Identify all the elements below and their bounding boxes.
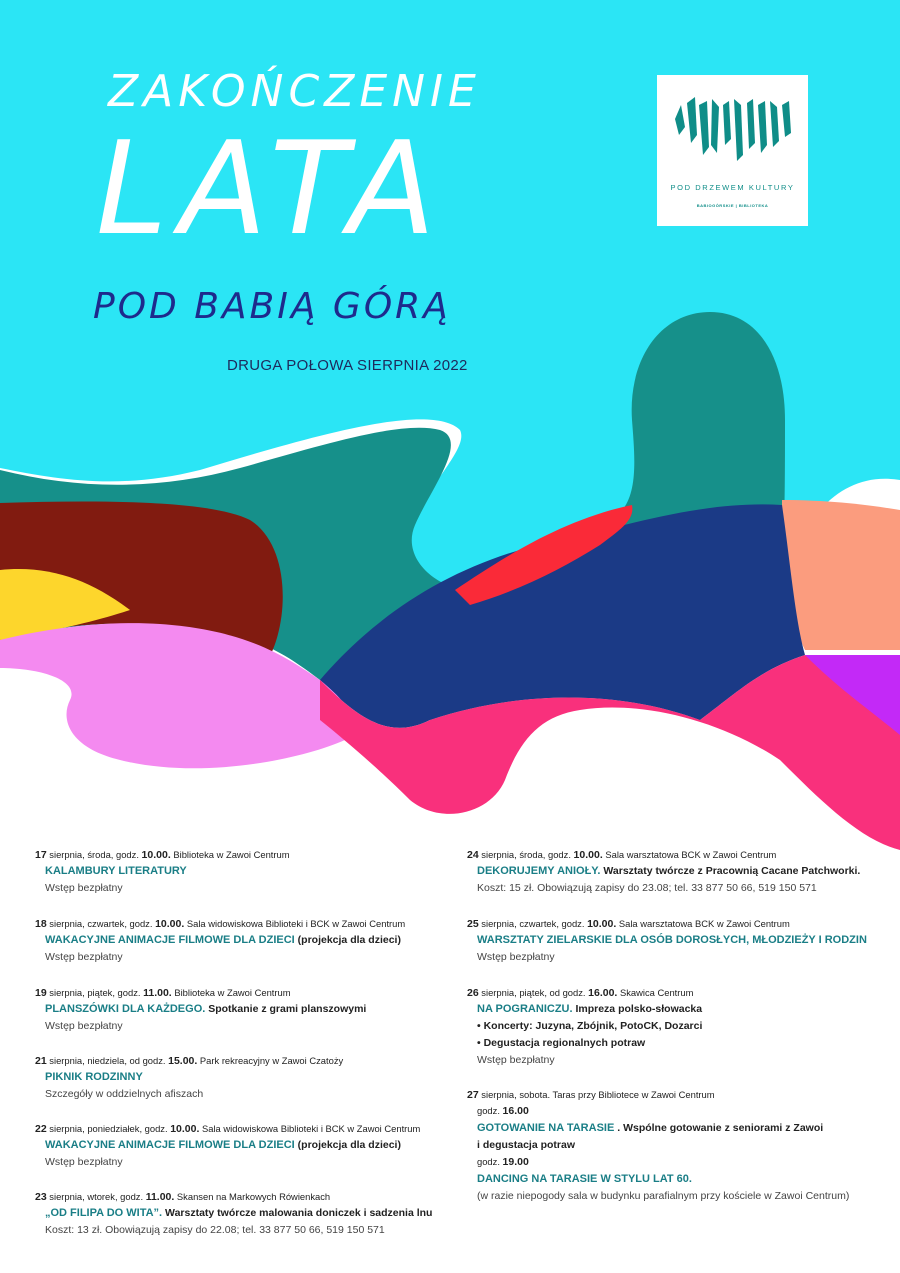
event-line bbox=[477, 1019, 702, 1033]
event-detail: 19.00 bbox=[502, 1156, 529, 1168]
event-item bbox=[35, 1123, 420, 1169]
event-place: Skansen na Markowych Rówienkach bbox=[174, 1191, 331, 1202]
event-header bbox=[35, 918, 405, 930]
event-item bbox=[467, 987, 702, 1067]
event-date: 17 bbox=[35, 849, 47, 861]
event-description: Impreza polsko-słowacka bbox=[572, 1003, 703, 1015]
event-description: Warsztaty twórcze z Pracownią Cacane Patchworki. bbox=[600, 865, 861, 877]
event-note: (w razie niepogody sala w budynku parafialnym przy kościele w Zawoi Centrum) bbox=[477, 1190, 850, 1202]
event-title: GOTOWANIE NA TARASIE bbox=[477, 1122, 615, 1134]
event-line bbox=[45, 933, 405, 947]
event-item bbox=[467, 918, 867, 964]
event-description: . Wspólne gotowanie z seniorami z Zawoi bbox=[614, 1122, 824, 1134]
event-header bbox=[35, 1123, 420, 1135]
event-line bbox=[477, 1053, 702, 1067]
event-time-label: godz. bbox=[477, 1156, 503, 1167]
event-time: 10.00. bbox=[170, 1123, 200, 1135]
event-date: 19 bbox=[35, 987, 47, 999]
event-title: KALAMBURY LITERATURY bbox=[45, 865, 187, 877]
event-line bbox=[477, 1189, 849, 1203]
event-date: 24 bbox=[467, 849, 479, 861]
event-title: DEKORUJEMY ANIOŁY. bbox=[477, 865, 601, 877]
event-line bbox=[477, 1036, 702, 1050]
event-line bbox=[477, 1002, 702, 1016]
event-date: 18 bbox=[35, 918, 47, 930]
event-header bbox=[467, 918, 867, 930]
event-item bbox=[35, 1055, 343, 1101]
event-note: Wstęp bezpłatny bbox=[477, 951, 555, 963]
event-date: 26 bbox=[467, 987, 479, 999]
logo-partners: BABIOGÓRSKIE | BIBLIOTEKA bbox=[696, 203, 769, 208]
event-note: Wstęp bezpłatny bbox=[45, 951, 123, 963]
event-date: 23 bbox=[35, 1191, 47, 1203]
title-line-2: LATA bbox=[96, 115, 448, 264]
event-description: Warsztaty twórcze malowania doniczek i sadzenia lnu bbox=[162, 1207, 433, 1219]
event-line bbox=[45, 1019, 366, 1033]
event-line bbox=[45, 1002, 366, 1016]
event-date: 27 bbox=[467, 1089, 479, 1101]
event-day: sierpnia, wtorek, godz. bbox=[46, 1191, 146, 1202]
event-description: Spotkanie z grami planszowymi bbox=[205, 1003, 367, 1015]
event-day: sierpnia, środa, godz. bbox=[478, 849, 574, 860]
event-line bbox=[477, 864, 860, 878]
event-time-label: godz. bbox=[477, 1105, 503, 1116]
event-header bbox=[467, 1089, 849, 1101]
logo-pod-drzewem-kultury[interactable] bbox=[657, 75, 808, 226]
event-line bbox=[45, 881, 290, 895]
event-description: (projekcja dla dzieci) bbox=[294, 1139, 401, 1151]
event-place: Sala warsztatowa BCK w Zawoi Centrum bbox=[602, 849, 777, 860]
event-title: PLANSZÓWKI DLA KAŻDEGO. bbox=[45, 1003, 206, 1015]
event-place: Sala warsztatowa BCK w Zawoi Centrum bbox=[616, 918, 790, 929]
dates-subtitle: DRUGA POŁOWA SIERPNIA 2022 bbox=[227, 357, 468, 374]
event-detail: 16.00 bbox=[502, 1105, 529, 1117]
event-item bbox=[467, 1089, 849, 1203]
event-time: 11.00. bbox=[143, 987, 172, 999]
event-note: Wstęp bezpłatny bbox=[477, 1054, 555, 1066]
event-time: 10.00. bbox=[587, 918, 617, 930]
event-time: 10.00. bbox=[573, 849, 603, 861]
event-line bbox=[477, 881, 860, 895]
title-line-1: ZAKOŃCZENIE bbox=[108, 66, 481, 117]
event-item bbox=[35, 918, 405, 964]
event-line bbox=[45, 1070, 343, 1084]
event-header bbox=[35, 849, 290, 861]
event-item bbox=[35, 1191, 432, 1237]
event-note: Koszt: 13 zł. Obowiązują zapisy do 22.08; tel. 33 877 50 66, 519 150 571 bbox=[45, 1224, 385, 1236]
event-time: 11.00. bbox=[145, 1191, 175, 1203]
event-date: 25 bbox=[467, 918, 479, 930]
event-day: sierpnia, sobota. bbox=[478, 1089, 553, 1100]
event-line bbox=[45, 1155, 420, 1169]
event-place: Sala widowiskowa Biblioteki i BCK w Zawoi Centrum bbox=[184, 918, 406, 929]
event-line bbox=[45, 950, 405, 964]
event-header bbox=[467, 987, 702, 999]
event-header bbox=[467, 849, 860, 861]
event-time: 16.00. bbox=[588, 987, 618, 999]
event-note: Szczegóły w oddzielnych afiszach bbox=[45, 1088, 204, 1100]
event-line bbox=[477, 1155, 849, 1169]
event-item bbox=[35, 849, 290, 895]
event-line bbox=[477, 1138, 849, 1152]
event-day: sierpnia, piątek, godz. bbox=[46, 987, 144, 998]
event-title: DANCING NA TARASIE W STYLU LAT 60. bbox=[477, 1173, 692, 1185]
event-day: sierpnia, niedziela, od godz. bbox=[46, 1055, 169, 1066]
event-date: 22 bbox=[35, 1123, 47, 1135]
event-time: 15.00. bbox=[168, 1055, 198, 1067]
event-note: Wstęp bezpłatny bbox=[45, 1020, 123, 1032]
event-place: Biblioteka w Zawoi Centrum bbox=[171, 987, 291, 998]
event-detail: • Degustacja regionalnych potraw bbox=[477, 1037, 646, 1049]
event-place: Sala widowiskowa Biblioteki i BCK w Zawoi Centrum bbox=[199, 1123, 421, 1134]
salmon-shape bbox=[782, 500, 900, 650]
event-line bbox=[477, 1104, 849, 1118]
title-line-3: POD BABIĄ GÓRĄ bbox=[93, 286, 451, 327]
event-note: Wstęp bezpłatny bbox=[45, 1156, 123, 1168]
event-title: WARSZTATY ZIELARSKIE DLA OSÓB DOROSŁYCH, MŁODZIEŻY I RODZIN bbox=[477, 934, 867, 946]
event-line bbox=[477, 933, 867, 947]
event-detail: i degustacja potraw bbox=[477, 1139, 576, 1151]
event-line bbox=[45, 1138, 420, 1152]
event-place: Park rekreacyjny w Zawoi Czatoży bbox=[197, 1055, 344, 1066]
event-line bbox=[45, 1087, 343, 1101]
event-place: Taras przy Bibliotece w Zawoi Centrum bbox=[552, 1089, 715, 1100]
event-detail: • Koncerty: Juzyna, Zbójnik, PotoCK, Dozarci bbox=[477, 1020, 703, 1032]
logo-name: POD DRZEWEM KULTURY bbox=[670, 183, 795, 192]
event-title: NA POGRANICZU. bbox=[477, 1003, 573, 1015]
event-line bbox=[45, 1223, 432, 1237]
event-title: WAKACYJNE ANIMACJE FILMOWE DLA DZIECI bbox=[45, 934, 295, 946]
event-date: 21 bbox=[35, 1055, 47, 1067]
event-title: PIKNIK RODZINNY bbox=[45, 1071, 143, 1083]
event-description: (projekcja dla dzieci) bbox=[294, 934, 401, 946]
event-header bbox=[35, 1055, 343, 1067]
event-title: „OD FILIPA DO WITA”. bbox=[45, 1207, 163, 1219]
event-line bbox=[45, 864, 290, 878]
event-time: 10.00. bbox=[155, 918, 185, 930]
event-line bbox=[477, 950, 867, 964]
event-day: sierpnia, czwartek, godz. bbox=[46, 918, 156, 929]
event-line bbox=[477, 1121, 849, 1135]
event-title: WAKACYJNE ANIMACJE FILMOWE DLA DZIECI bbox=[45, 1139, 295, 1151]
event-note: Koszt: 15 zł. Obowiązują zapisy do 23.08; tel. 33 877 50 66, 519 150 571 bbox=[477, 882, 817, 894]
event-place: Skawica Centrum bbox=[617, 987, 694, 998]
event-day: sierpnia, środa, godz. bbox=[46, 849, 142, 860]
event-header bbox=[35, 1191, 432, 1203]
event-line bbox=[477, 1172, 849, 1186]
event-note: Wstęp bezpłatny bbox=[45, 882, 123, 894]
event-place: Biblioteka w Zawoi Centrum bbox=[170, 849, 290, 860]
event-day: sierpnia, czwartek, godz. bbox=[478, 918, 588, 929]
event-line bbox=[45, 1206, 432, 1220]
event-item bbox=[467, 849, 860, 895]
event-item bbox=[35, 987, 366, 1033]
event-day: sierpnia, piątek, od godz. bbox=[478, 987, 589, 998]
event-header bbox=[35, 987, 366, 999]
event-time: 10.00. bbox=[141, 849, 171, 861]
event-day: sierpnia, poniedziałek, godz. bbox=[46, 1123, 171, 1134]
